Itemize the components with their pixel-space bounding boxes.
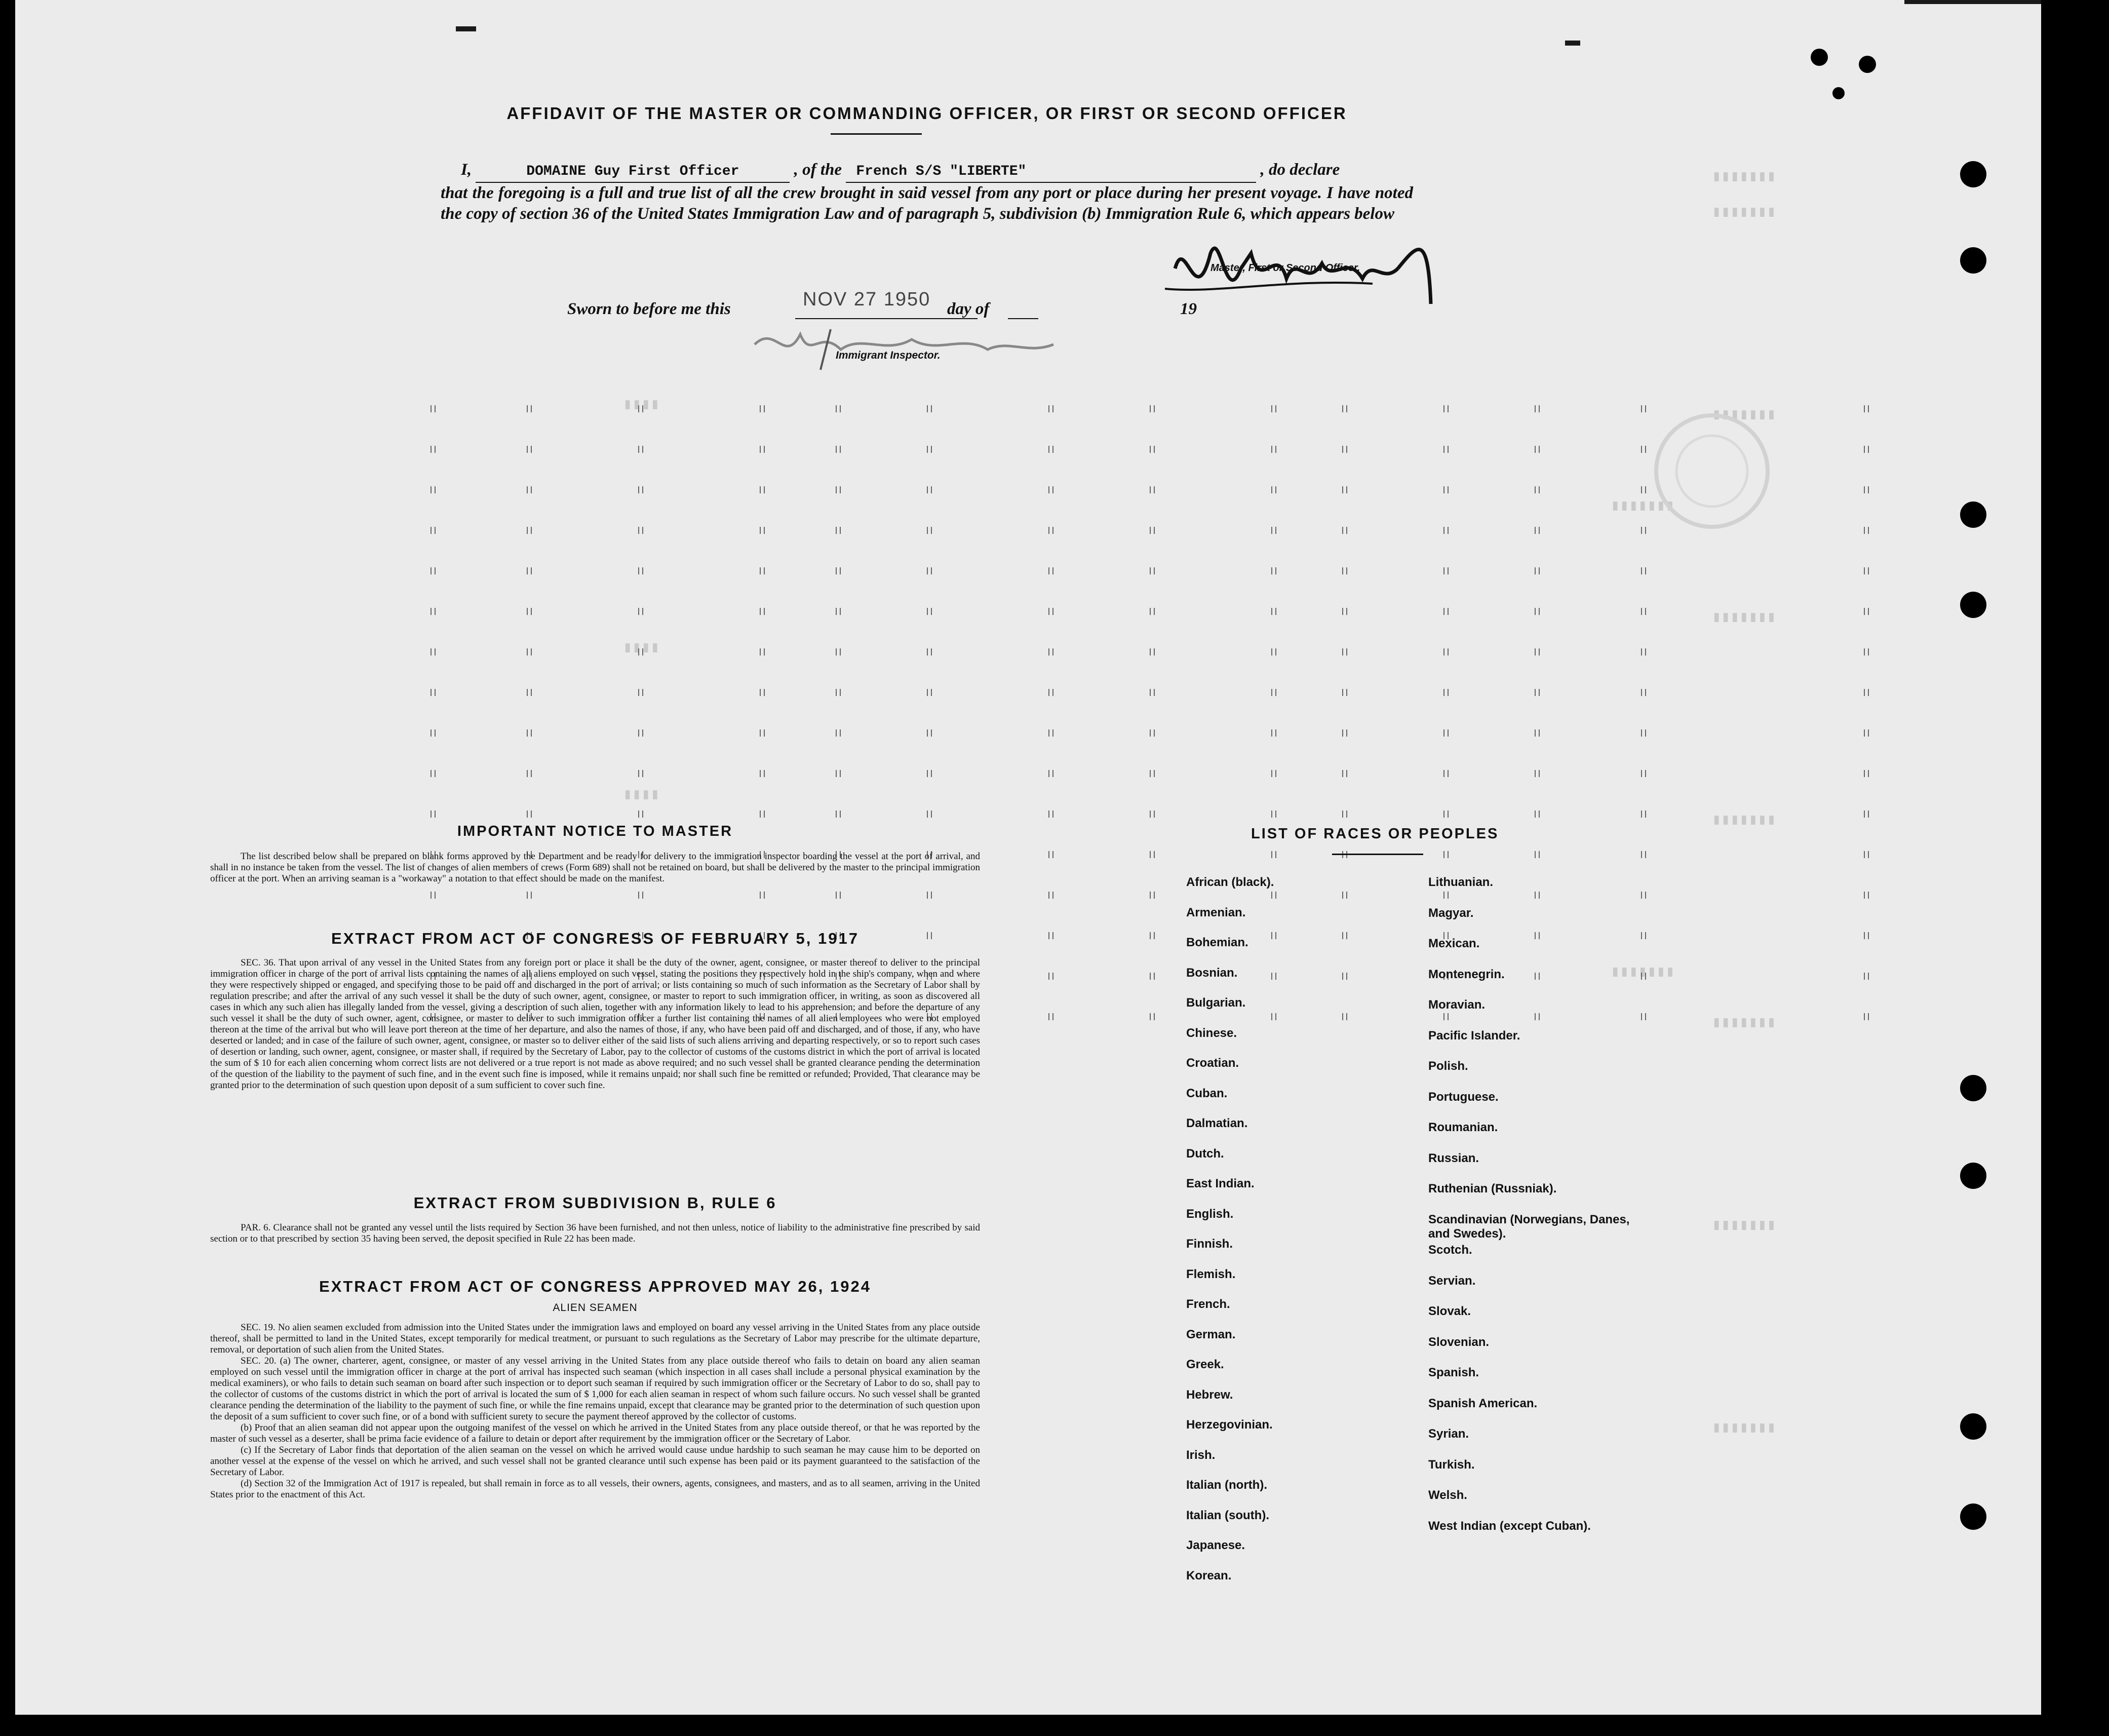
column-tick — [836, 689, 841, 696]
declaration-do-declare: , do declare — [1260, 161, 1340, 179]
column-tick — [1150, 527, 1155, 534]
column-tick — [760, 770, 765, 777]
column-tick — [1864, 729, 1869, 737]
bleed-through-text: ▮▮▮▮▮▮▮ — [1611, 498, 1675, 515]
column-tick — [1048, 405, 1053, 412]
bleed-through-text: ▮▮▮▮▮▮▮ — [1712, 812, 1776, 829]
race-entry: Bohemian. — [1186, 936, 1248, 949]
race-entry: Dutch. — [1186, 1146, 1224, 1161]
race-entry: Montenegrin. — [1428, 967, 1505, 981]
column-tick — [1271, 811, 1276, 818]
column-tick — [1150, 446, 1155, 453]
race-entry: Scotch. — [1428, 1243, 1472, 1257]
binder-hole — [1960, 1413, 1986, 1440]
column-tick — [1150, 689, 1155, 696]
race-entry: Dalmatian. — [1186, 1116, 1248, 1130]
race-entry: Polish. — [1428, 1059, 1468, 1073]
column-tick — [1271, 527, 1276, 534]
column-tick — [1048, 811, 1053, 818]
column-tick — [1641, 892, 1646, 899]
column-tick — [927, 689, 932, 696]
column-tick — [638, 527, 643, 534]
affidavit-title: AFFIDAVIT OF THE MASTER OR COMMANDING OFFICER, OR FIRST OR SECOND OFFICER — [506, 104, 1347, 123]
column-tick — [927, 486, 932, 493]
column-tick — [638, 446, 643, 453]
race-entry: Korean. — [1186, 1568, 1232, 1583]
column-tick — [927, 648, 932, 655]
column-tick — [1048, 729, 1053, 737]
column-tick — [638, 608, 643, 615]
column-tick — [760, 446, 765, 453]
column-tick — [836, 729, 841, 737]
declaration-of-the: , of the — [794, 161, 842, 179]
year-prefix: 19 — [1180, 300, 1197, 318]
race-entry: Slovak. — [1428, 1304, 1471, 1318]
column-tick — [1535, 527, 1540, 534]
vessel-name-field: French S/S "LIBERTE" — [846, 161, 1256, 183]
declaration-i: I, — [461, 161, 472, 179]
column-tick — [1048, 892, 1053, 899]
column-tick — [1048, 689, 1053, 696]
bleed-through-text: ▮▮▮▮ — [623, 397, 660, 414]
bleed-through-text: ▮▮▮▮ — [623, 787, 660, 804]
column-tick — [927, 567, 932, 574]
column-tick — [1864, 608, 1869, 615]
page-edge-mark — [1904, 0, 2041, 4]
column-tick — [431, 689, 436, 696]
column-tick — [760, 689, 765, 696]
column-tick — [1443, 648, 1449, 655]
column-tick — [1535, 648, 1540, 655]
declaration-body: that the foregoing is a full and true list of all the crew brought in said vessel from any port or place during her present voyage. I have noted the copy of section 36 of the United States Immigration Law and of paragraph 5, subdivision (b) Immigration Rule 6, which appears below — [441, 184, 1413, 223]
race-entry: Spanish. — [1428, 1366, 1479, 1379]
column-tick — [1271, 729, 1276, 737]
punch-dot — [1811, 49, 1828, 66]
column-tick — [1443, 527, 1449, 534]
sworn-date-stamp: NOV 27 1950 — [803, 289, 931, 310]
column-tick — [431, 811, 436, 818]
column-tick — [1150, 405, 1155, 412]
extract-rule6-title: EXTRACT FROM SUBDIVISION B, RULE 6 — [413, 1194, 777, 1212]
column-tick — [1864, 486, 1869, 493]
column-tick — [1641, 405, 1646, 412]
race-entry: Mexican. — [1428, 937, 1480, 950]
column-tick — [1048, 932, 1053, 939]
column-tick — [1342, 446, 1347, 453]
column-tick — [1048, 446, 1053, 453]
binder-hole — [1960, 501, 1986, 528]
column-tick — [1641, 770, 1646, 777]
column-tick — [1641, 851, 1646, 858]
column-tick — [927, 892, 932, 899]
race-entry: Armenian. — [1186, 905, 1246, 919]
column-tick — [927, 729, 932, 737]
binder-hole — [1960, 1075, 1986, 1101]
bleed-through-text: ▮▮▮▮▮▮▮ — [1712, 609, 1776, 627]
column-tick — [1864, 648, 1869, 655]
column-tick — [1641, 608, 1646, 615]
column-tick — [1535, 608, 1540, 615]
column-tick — [760, 486, 765, 493]
race-entry: Greek. — [1186, 1358, 1224, 1371]
column-tick — [1641, 729, 1646, 737]
column-tick — [1342, 689, 1347, 696]
races-title-rule — [1332, 854, 1423, 855]
column-tick — [1641, 1013, 1646, 1020]
extract-1917-body: SEC. 36. That upon arrival of any vessel in the United States from any foreign port or place it shall be the duty of the owner, agent, consignee, or master thereof to deliver to the principal immigration officer in charge of the port of arrival lists containing the names of all aliens employed on such vessel, stating the positions they respectively hold in the ship's company, when and where they were respectively shipped or engaged, and specifying those to be paid off and discharged in the port of arrival; or lists containing so much of such information as the Secretary of Labor shall by regulation prescribe; and after the arrival of any such vessel it shall be the duty of such owner, agent, consignee, or master to report to such immigration officer, in writing, as soon as discovered all cases in which any such alien has illegally landed from the vessel, giving a description of such alien, together with any information likely to lead to his apprehension; and before the departure of any such vessel it shall be the duty of such owner, agent, consignee, or master to deliver to such immigration officer a further list containing the names of all alien employees who were not employed thereon at the time of the arrival but who will leave port thereon at the time of her departure, and also the names of those, if any, who have been paid off and discharged, and of those, if any, who have deserted or landed; and in case of the failure of such owner, agent, consignee, or master so to deliver either of the said lists of such aliens arriving and departing respectively, or so to report such cases of desertion or landing, such owner, agent, consignee, or master shall, if required by the Secretary of Labor, pay to the collector of customs of the customs district in which the port of arrival is located the sum of $ 10 for each alien concerning whom correct lists are not delivered or a true report is not made as above required; and no such vessel shall be granted clearance pending the determination of the question of the liability to the payment of such fine, and in the event such fine is imposed, while it remains unpaid; nor shall such fine be remitted or refunded; Provided, That clearance may be granted prior to the determination of such question upon deposit of a sum sufficient to cover such fine. — [210, 957, 980, 1091]
column-tick — [1864, 973, 1869, 980]
column-tick — [1150, 729, 1155, 737]
column-tick — [1443, 567, 1449, 574]
sec20a-paragraph: SEC. 20. (a) The owner, charterer, agent, consignee, or master of any vessel arriving in the United States from any place outside thereof who fails to detain on board any alien seaman employed on such vessel until the immigration officer in charge at the port of arrival has inspected such seaman (which inspection in all cases shall include a personal physical examination by the medical examiners), or who fails to detain such seaman on board after such inspection or to deport such seaman if required by such immigration officer or the Secretary of Labor to do so, shall pay to the collector of customs of the customs district in which the port of arrival is located the sum of $ 1,000 for each alien seaman in respect of whom such failure occurs. No such vessel shall be granted clearance pending the determination of the liability to the payment of such fine, or while the fine remains unpaid, except that clearance may be granted prior to the determination of such question upon the deposit of a sum sufficient to cover such fine, or of a bond with sufficient surety to secure the payment thereof approved by the collector of customs. — [210, 1356, 980, 1422]
column-tick — [927, 446, 932, 453]
column-tick — [527, 567, 532, 574]
race-entry: Irish. — [1186, 1448, 1216, 1462]
column-tick — [431, 527, 436, 534]
inspector-signature — [745, 314, 1074, 375]
column-tick — [1864, 811, 1869, 818]
race-entry: Spanish American. — [1428, 1396, 1538, 1410]
column-tick — [1150, 486, 1155, 493]
column-tick — [1342, 648, 1347, 655]
column-tick — [1443, 446, 1449, 453]
column-tick — [1150, 851, 1155, 858]
binder-hole — [1960, 1163, 1986, 1189]
column-tick — [1864, 1013, 1869, 1020]
column-tick — [1150, 567, 1155, 574]
column-tick — [527, 405, 532, 412]
column-tick — [527, 729, 532, 737]
race-entry: Herzegovinian. — [1186, 1418, 1273, 1432]
column-tick — [1641, 811, 1646, 818]
column-tick — [1443, 486, 1449, 493]
binder-hole — [1960, 1503, 1986, 1530]
column-tick — [527, 648, 532, 655]
column-tick — [527, 608, 532, 615]
column-tick — [638, 811, 643, 818]
extract-1924-title: EXTRACT FROM ACT OF CONGRESS APPROVED MAY 26, 1924 — [319, 1278, 871, 1295]
column-tick — [1535, 486, 1540, 493]
column-tick — [927, 811, 932, 818]
race-entry: Cuban. — [1186, 1086, 1228, 1100]
column-tick — [1342, 770, 1347, 777]
column-tick — [1342, 1013, 1347, 1020]
column-tick — [638, 689, 643, 696]
race-entry: Chinese. — [1186, 1026, 1237, 1040]
race-entry: Bulgarian. — [1186, 996, 1246, 1010]
column-tick — [1271, 892, 1276, 899]
column-tick — [927, 527, 932, 534]
column-tick — [1271, 1013, 1276, 1020]
race-entry: Syrian. — [1428, 1427, 1469, 1441]
column-tick — [927, 405, 932, 412]
column-tick — [1443, 729, 1449, 737]
bleed-through-text: ▮▮▮▮ — [623, 640, 660, 657]
inspector-caption: Immigrant Inspector. — [836, 350, 941, 361]
column-tick — [1443, 405, 1449, 412]
column-tick — [1864, 689, 1869, 696]
bleed-through-text: ▮▮▮▮▮▮▮ — [1611, 964, 1675, 981]
race-entry: Italian (south). — [1186, 1508, 1269, 1522]
column-tick — [1048, 567, 1053, 574]
column-tick — [1342, 892, 1347, 899]
bleed-through-text: ▮▮▮▮▮▮▮ — [1712, 169, 1776, 186]
column-tick — [760, 567, 765, 574]
race-entry: Servian. — [1428, 1274, 1476, 1288]
column-tick — [1271, 770, 1276, 777]
column-tick — [1150, 892, 1155, 899]
stamp-bleed-through — [1646, 395, 1778, 547]
column-tick — [638, 892, 643, 899]
column-tick — [1535, 1013, 1540, 1020]
sec20d-paragraph: (d) Section 32 of the Immigration Act of 1917 is repealed, but shall remain in force as to all vessels, their owners, agents, consignees, and masters, and as to all seamen, arriving in the United States prior to the enactment of this Act. — [210, 1478, 980, 1500]
race-entry: Russian. — [1428, 1151, 1479, 1165]
column-tick — [1443, 892, 1449, 899]
race-entry: Moravian. — [1428, 998, 1486, 1012]
race-entry: Scandinavian (Norwegians, Danes, and Swedes). — [1428, 1212, 1630, 1241]
column-tick — [431, 770, 436, 777]
column-tick — [1271, 405, 1276, 412]
extract-rule6-body: PAR. 6. Clearance shall not be granted any vessel until the lists required by Section 36 have been furnished, and not then unless, notice of liability to the administrative fine prescribed by said section or to that prescribed by section 35 having been served, the deposit specified in Rule 22 has been made. — [210, 1222, 980, 1244]
day-of-text: day of — [947, 300, 990, 318]
sec20b-paragraph: (b) Proof that an alien seaman did not appear upon the outgoing manifest of the vessel on which he arrived in the United States from any place outside thereof, or that he was reported by the master of such vessel as a deserter, shall be prima facie evidence of a failure to detain or deport after requirement by the immigration officer or the Secretary of Labor. — [210, 1422, 980, 1444]
column-tick — [1443, 689, 1449, 696]
column-tick — [1641, 446, 1646, 453]
column-tick — [1443, 851, 1449, 858]
race-entry: Portuguese. — [1428, 1090, 1499, 1104]
column-tick — [1864, 405, 1869, 412]
column-tick — [1535, 770, 1540, 777]
column-tick — [1150, 608, 1155, 615]
column-tick — [1271, 851, 1276, 858]
race-entry: Flemish. — [1186, 1267, 1236, 1281]
column-tick — [1150, 932, 1155, 939]
extract-1924-subtitle: ALIEN SEAMEN — [553, 1302, 638, 1314]
column-tick — [527, 446, 532, 453]
column-tick — [1342, 405, 1347, 412]
bleed-through-text: ▮▮▮▮▮▮▮ — [1712, 407, 1776, 424]
punch-dot — [1859, 56, 1876, 73]
column-tick — [1342, 608, 1347, 615]
column-tick — [1535, 811, 1540, 818]
column-tick — [760, 811, 765, 818]
column-tick — [431, 567, 436, 574]
races-title: LIST OF RACES OR PEOPLES — [1251, 826, 1499, 842]
column-tick — [1150, 973, 1155, 980]
column-tick — [1342, 811, 1347, 818]
column-tick — [431, 892, 436, 899]
column-tick — [760, 608, 765, 615]
column-tick — [760, 892, 765, 899]
column-tick — [836, 405, 841, 412]
column-tick — [431, 405, 436, 412]
column-tick — [1048, 648, 1053, 655]
column-tick — [638, 648, 643, 655]
race-entry: Finnish. — [1186, 1237, 1233, 1251]
column-tick — [527, 527, 532, 534]
column-tick — [836, 648, 841, 655]
column-tick — [1864, 892, 1869, 899]
column-tick — [1271, 648, 1276, 655]
race-entry: Hebrew. — [1186, 1387, 1233, 1402]
column-tick — [527, 892, 532, 899]
column-tick — [1443, 770, 1449, 777]
column-tick — [431, 446, 436, 453]
column-tick — [431, 648, 436, 655]
column-tick — [1443, 1013, 1449, 1020]
extract-1924-body — [210, 1322, 980, 1500]
column-tick — [1271, 608, 1276, 615]
race-entry: Bosnian. — [1186, 966, 1238, 980]
column-tick — [1443, 811, 1449, 818]
race-entry: French. — [1186, 1297, 1230, 1311]
column-tick — [1641, 567, 1646, 574]
column-tick — [1048, 527, 1053, 534]
column-tick — [760, 729, 765, 737]
race-entry: Ruthenian (Russniak). — [1428, 1182, 1557, 1195]
column-tick — [638, 770, 643, 777]
race-entry: Magyar. — [1428, 906, 1474, 920]
title-rule — [831, 133, 922, 135]
column-tick — [1150, 770, 1155, 777]
column-tick — [836, 608, 841, 615]
bleed-through-text: ▮▮▮▮▮▮▮ — [1712, 1420, 1776, 1437]
column-tick — [1342, 567, 1347, 574]
race-entry: Welsh. — [1428, 1488, 1467, 1502]
column-tick — [431, 729, 436, 737]
column-tick — [527, 811, 532, 818]
notice-body: The list described below shall be prepared on blank forms approved by the Department and be ready for delivery to the immigration inspector boarding the vessel at the port of arrival, and shall in no instance be taken from the vessel. The list of changes of alien members of crews (Form 689) shall not be retained on board, but shall be delivered by the master to the principal immigration officer at the port. When an arriving seaman is a "workaway" a notation to that effect should be made on the manifest. — [210, 851, 980, 884]
notice-title: IMPORTANT NOTICE TO MASTER — [457, 823, 733, 839]
column-tick — [1641, 648, 1646, 655]
column-tick — [1535, 567, 1540, 574]
column-tick — [836, 811, 841, 818]
column-tick — [1641, 527, 1646, 534]
race-entry: East Indian. — [1186, 1177, 1255, 1190]
column-tick — [1864, 567, 1869, 574]
manifest-page — [15, 0, 2041, 1715]
page-edge-mark — [1565, 41, 1580, 46]
race-entry: Pacific Islander. — [1428, 1028, 1520, 1043]
column-tick — [1271, 446, 1276, 453]
race-entry: Italian (north). — [1186, 1478, 1267, 1492]
column-tick — [1271, 689, 1276, 696]
race-entry: Lithuanian. — [1428, 875, 1493, 889]
column-tick — [1271, 567, 1276, 574]
column-tick — [836, 567, 841, 574]
race-entry: German. — [1186, 1327, 1236, 1341]
race-entry: Slovenian. — [1428, 1335, 1490, 1349]
sec19-paragraph: SEC. 19. No alien seamen excluded from admission into the United States under the immigration laws and employed on board any vessel arriving in the United States from any place outside thereof, shall be permitted to land in the United States, except temporarily for medical treatment, or pursuant to such regulations as the Secretary of Labor may prescribe for the ultimate departure, removal, or deportation of such alien from the United States. — [210, 1322, 980, 1355]
officer-name-field: DOMAINE Guy First Officer — [476, 161, 790, 183]
column-tick — [1271, 486, 1276, 493]
column-tick — [1864, 770, 1869, 777]
column-tick — [638, 567, 643, 574]
race-entry: English. — [1186, 1207, 1234, 1221]
column-tick — [638, 486, 643, 493]
column-tick — [1535, 851, 1540, 858]
bleed-through-text: ▮▮▮▮▮▮▮ — [1712, 204, 1776, 221]
column-tick — [1535, 729, 1540, 737]
affidavit-declaration — [441, 160, 1413, 224]
column-tick — [1048, 486, 1053, 493]
column-tick — [1443, 608, 1449, 615]
column-tick — [1641, 689, 1646, 696]
column-tick — [836, 486, 841, 493]
binder-hole — [1960, 592, 1986, 618]
column-tick — [1048, 770, 1053, 777]
column-tick — [760, 648, 765, 655]
column-tick — [760, 405, 765, 412]
column-tick — [1641, 486, 1646, 493]
column-tick — [1864, 932, 1869, 939]
column-tick — [1864, 851, 1869, 858]
sworn-text: Sworn to before me this — [567, 300, 731, 318]
column-tick — [927, 770, 932, 777]
sec20c-paragraph: (c) If the Secretary of Labor finds that deportation of the alien seaman on the vessel on which he arrived would cause undue hardship to such seaman he may cause him to be deported on another vessel at the expense of the vessel on which he arrived, and such vessel shall not be granted clearance until such expense has been paid or its payment guaranteed to the satisfaction of the Secretary of Labor. — [210, 1445, 980, 1478]
punch-dot — [1832, 87, 1845, 99]
column-tick — [836, 770, 841, 777]
column-tick — [836, 446, 841, 453]
column-tick — [836, 892, 841, 899]
race-entry: Croatian. — [1186, 1056, 1239, 1070]
column-tick — [527, 770, 532, 777]
column-tick — [1535, 689, 1540, 696]
column-tick — [1342, 527, 1347, 534]
column-tick — [1048, 1013, 1053, 1020]
column-tick — [527, 689, 532, 696]
column-tick — [1864, 446, 1869, 453]
race-entry: Turkish. — [1428, 1457, 1475, 1472]
column-tick — [1535, 892, 1540, 899]
column-tick — [1150, 811, 1155, 818]
column-tick — [760, 527, 765, 534]
signature-caption: Master, First or Second Officer. — [1210, 262, 1360, 274]
column-tick — [1864, 527, 1869, 534]
column-tick — [431, 486, 436, 493]
column-tick — [638, 405, 643, 412]
extract-1917-title: EXTRACT FROM ACT OF CONGRESS OF FEBRUARY 5, 1917 — [331, 930, 859, 947]
race-entry: Roumanian. — [1428, 1121, 1498, 1134]
page-edge-mark — [456, 26, 476, 31]
bleed-through-text: ▮▮▮▮▮▮▮ — [1712, 1015, 1776, 1032]
binder-hole — [1960, 161, 1986, 187]
column-tick — [527, 486, 532, 493]
binder-hole — [1960, 247, 1986, 274]
column-tick — [836, 527, 841, 534]
column-tick — [1150, 1013, 1155, 1020]
column-tick — [1535, 405, 1540, 412]
race-entry: African (black). — [1186, 875, 1274, 889]
column-tick — [1535, 446, 1540, 453]
column-tick — [1150, 648, 1155, 655]
column-tick — [1641, 932, 1646, 939]
column-tick — [1048, 608, 1053, 615]
column-tick — [927, 608, 932, 615]
column-tick — [1641, 973, 1646, 980]
race-entry: West Indian (except Cuban). — [1428, 1519, 1591, 1533]
column-tick — [431, 608, 436, 615]
column-tick — [1048, 973, 1053, 980]
column-tick — [638, 729, 643, 737]
column-tick — [1342, 486, 1347, 493]
column-tick — [1342, 729, 1347, 737]
race-entry: Japanese. — [1186, 1538, 1245, 1552]
bleed-through-text: ▮▮▮▮▮▮▮ — [1712, 1217, 1776, 1235]
column-tick — [1048, 851, 1053, 858]
